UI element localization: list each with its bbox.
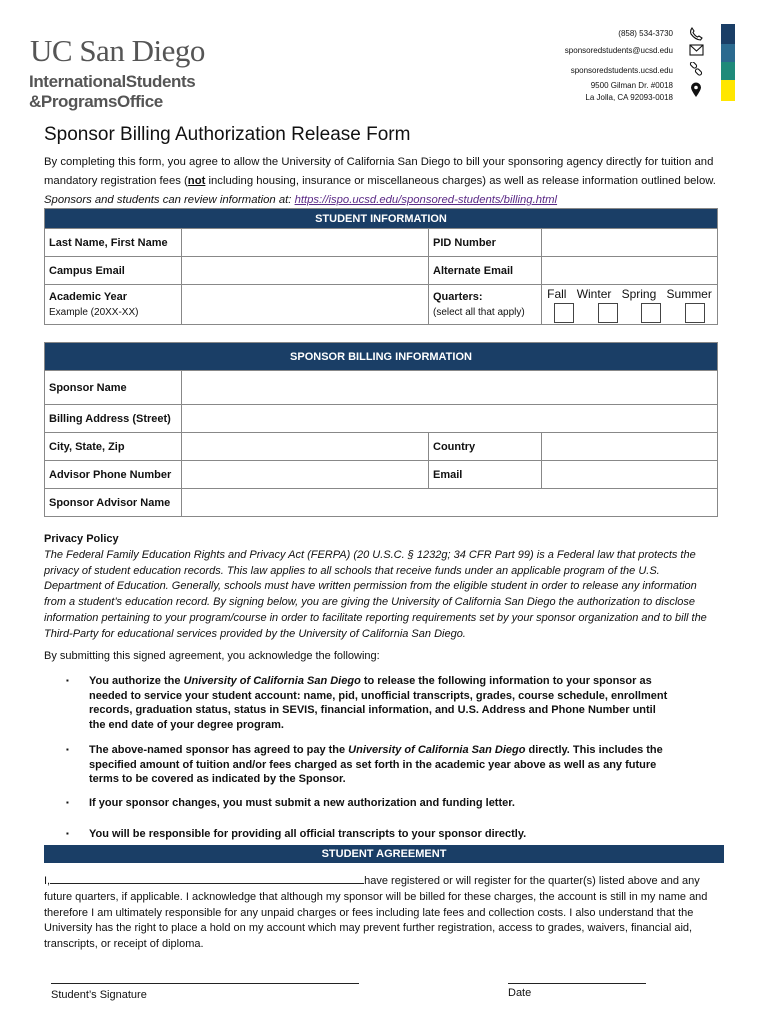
sponsor-billing-table (44, 342, 718, 517)
bullet-2-university: University of California San Diego (348, 744, 526, 756)
logo-office-name (29, 72, 195, 112)
quarters-title: Quarters: (433, 291, 483, 303)
intro-review-text: Sponsors and students can review information at: (44, 194, 295, 206)
contact-address-line-1: 9500 Gilman Dr. #0018 (590, 81, 673, 90)
quarters-label (429, 285, 542, 325)
contact-email[interactable]: sponsoredstudents@ucsd.edu (564, 46, 673, 55)
sponsor-billing-header: SPONSOR BILLING INFORMATION (45, 343, 718, 371)
billing-address-field[interactable] (182, 405, 718, 433)
contact-address-line-2: La Jolla, CA 92093-0018 (585, 93, 673, 102)
country-field[interactable] (542, 433, 718, 461)
last-first-name-field[interactable] (182, 229, 429, 257)
location-icon (688, 82, 704, 96)
pid-label: PID Number (429, 229, 542, 257)
privacy-heading: Privacy Policy (44, 533, 119, 545)
academic-year-label (45, 285, 182, 325)
contact-phone: (858) 534-3730 (618, 29, 673, 38)
campus-email-field[interactable] (182, 257, 429, 285)
bullet-marker-1: ▪ (66, 676, 69, 685)
quarter-summer-checkbox[interactable] (685, 303, 705, 323)
brand-bar-navy (721, 24, 735, 44)
quarter-summer-label: Summer (666, 286, 712, 301)
billing-link[interactable]: https://ispo.ucsd.edu/sponsored-students/billing.html (294, 194, 558, 206)
country-label: Country (429, 433, 542, 461)
advisor-phone-field[interactable] (182, 461, 429, 489)
brand-bar-teal (721, 62, 735, 80)
quarter-labels (542, 287, 717, 301)
academic-year-title: Academic Year (49, 291, 128, 303)
pid-field[interactable] (542, 229, 718, 257)
quarter-winter-checkbox[interactable] (598, 303, 618, 323)
page-title: Sponsor Billing Authorization Release Form (44, 124, 411, 145)
bullet-marker-3: ▪ (66, 798, 69, 807)
intro-text (44, 153, 734, 210)
student-agreement-text (44, 872, 724, 953)
quarters-note: (select all that apply) (433, 307, 525, 318)
phone-icon (688, 27, 704, 41)
quarter-fall-label: Fall (547, 286, 567, 301)
academic-year-field[interactable] (182, 285, 429, 325)
advisor-name-label: Sponsor Advisor Name (45, 489, 182, 517)
billing-address-label: Billing Address (Street) (45, 405, 182, 433)
student-information-header: STUDENT INFORMATION (45, 209, 718, 229)
contact-address (585, 80, 673, 104)
date-line[interactable] (508, 983, 646, 984)
bullet-1-part-b: to release the following information to your sponsor as needed to service your student account: name, pid, unofficial transcripts, grades, course schedule, enrollment records, graduation status, status in SEVIS, financial information, and U.S. Address and Phone Number until the end date of your degree program. (89, 675, 668, 731)
bullet-2-part-b: directly. This includes the specified amount of tuition and/or fees charged as set forth in the academic year above as well as any future terms to be covered as indicated by the Sponsor. (89, 744, 663, 785)
academic-year-example: Example (20XX-XX) (49, 307, 139, 318)
campus-email-label: Campus Email (45, 257, 182, 285)
student-information-table (44, 208, 718, 325)
quarter-spring-checkbox[interactable] (641, 303, 661, 323)
advisor-phone-label: Advisor Phone Number (45, 461, 182, 489)
student-signature-label: Student’s Signature (51, 989, 147, 1001)
logo-uc-san-diego: UC San Diego (30, 33, 205, 68)
quarter-fall-checkbox[interactable] (554, 303, 574, 323)
contact-website[interactable]: sponsoredstudents.ucsd.edu (570, 66, 673, 75)
bullet-transcripts: You will be responsible for providing all official transcripts to your sponsor directly. (89, 828, 527, 840)
quarters-options (542, 285, 718, 325)
bullet-release-info (89, 674, 669, 732)
student-agreement-header: STUDENT AGREEMENT (44, 845, 724, 863)
intro-not: not (187, 175, 206, 187)
bullet-sponsor-pays (89, 743, 669, 787)
sponsor-email-field[interactable] (542, 461, 718, 489)
sponsor-name-field[interactable] (182, 371, 718, 405)
sponsor-email-label: Email (429, 461, 542, 489)
alternate-email-label: Alternate Email (429, 257, 542, 285)
bullet-marker-4: ▪ (66, 829, 69, 838)
signature-line[interactable] (51, 983, 359, 984)
privacy-body: The Federal Family Education Rights and Privacy Act (FERPA) (20 U.S.C. § 1232g; 34 CFR Part 99) is a Federal law that protects the privacy of student education records. This law applies to all schools that receive funds under an applicable program of the U.S. Department of Education. Generally, schools must have written permission from the eligible student in order to release any information from a student’s education record. By signing below, you are giving the University of California San Diego the authorization to disclose information pertaining to your program/course in order to facilitate reporting requirements set by your sponsor organization and to bill the Third-Party for educational services provided by the University of California San Diego. (44, 548, 707, 640)
bullet-marker-2: ▪ (66, 745, 69, 754)
bullet-1-part-a: You authorize the (89, 675, 184, 687)
date-label: Date (508, 987, 532, 999)
logo-line-3: &ProgramsOffice (29, 92, 163, 111)
link-icon (688, 62, 704, 76)
last-first-name-label: Last Name, First Name (45, 229, 182, 257)
mail-icon (688, 44, 704, 58)
bullet-1-university: University of California San Diego (183, 675, 361, 687)
bullet-sponsor-changes: If your sponsor changes, you must submit a new authorization and funding letter. (89, 797, 515, 809)
agreement-prefix: I, (44, 875, 51, 887)
intro-part-2: including housing, insurance or miscellaneous charges) as well as release information outlined below. (205, 175, 716, 187)
acknowledge-text: By submitting this signed agreement, you acknowledge the following: (44, 650, 380, 662)
brand-bar-blue (721, 44, 735, 62)
intro-part-1: By completing this form, you agree to allow the University of California San Diego to bill your sponsoring agency directly for tuition and mandatory registration fees ( (44, 156, 714, 187)
bullet-2-part-a: The above-named sponsor has agreed to pay the (89, 744, 349, 756)
quarter-winter-label: Winter (576, 286, 612, 301)
agreement-name-line[interactable] (50, 872, 364, 884)
quarter-spring-label: Spring (621, 286, 657, 301)
sponsor-name-label: Sponsor Name (45, 371, 182, 405)
brand-bar-yellow (721, 80, 735, 101)
quarter-checkboxes (542, 303, 717, 323)
advisor-name-field[interactable] (182, 489, 718, 517)
city-state-zip-field[interactable] (182, 433, 429, 461)
alternate-email-field[interactable] (542, 257, 718, 285)
agreement-body: have registered or will register for the quarter(s) listed above and any future quarters, if applicable. I acknowledge that although my sponsor will be billed for these charges, the account is still in my name and therefore I am ultimately responsible for any unpaid charges or fees including late fees and collection costs. I also understand that the University has the right to place a hold on my account which may prevent further registration, access to grades, waivers, financial aid, transcripts, or receipt of diploma. (44, 875, 708, 951)
privacy-policy (44, 532, 716, 643)
city-state-zip-label: City, State, Zip (45, 433, 182, 461)
logo-line-2: InternationalStudents (29, 72, 196, 91)
